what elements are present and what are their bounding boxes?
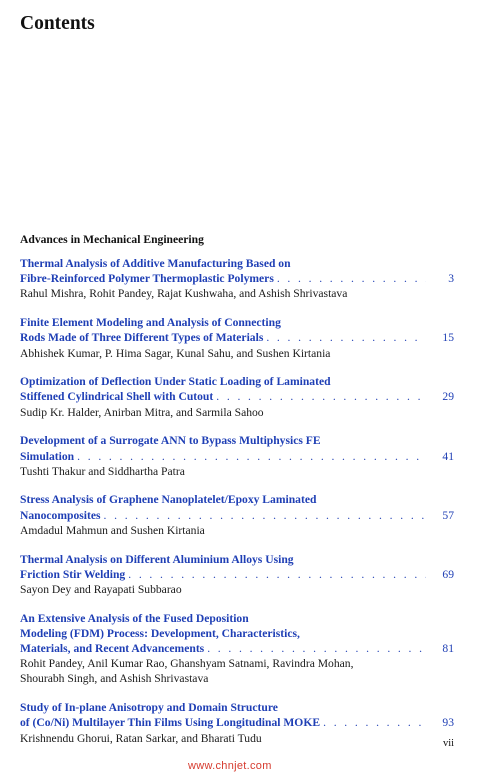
toc-entry-authors <box>20 731 454 746</box>
toc-entry-title-text: Simulation <box>20 449 75 463</box>
toc-entry <box>20 611 454 687</box>
toc-entry <box>20 552 454 598</box>
toc-entry-title-line <box>20 508 454 523</box>
toc-entry-title-line <box>20 492 454 507</box>
toc-entry-title-link[interactable] <box>20 700 454 730</box>
toc-entry-title-line <box>20 330 454 345</box>
toc-entry-author-line: Rohit Pandey, Anil Kumar Rao, Ghanshyam Satnami, Ravindra Mohan, <box>20 657 354 671</box>
toc-entry-title-line <box>20 315 454 330</box>
toc-entry-title-text: Thermal Analysis of Additive Manufacturing Based on <box>20 257 291 270</box>
toc-entry-author-line: Amdadul Mahmun and Sushen Kirtania <box>20 523 205 537</box>
dot-leader <box>320 715 426 730</box>
toc-entry-title-text: Friction Stir Welding <box>20 567 126 581</box>
toc-entry-title-line <box>20 433 454 448</box>
page-number: vii <box>443 738 455 749</box>
toc-list <box>20 256 454 759</box>
toc-entry-title-link[interactable] <box>20 492 454 522</box>
toc-entry-title-text: of (Co/Ni) Multilayer Thin Films Using Longitudinal MOKE <box>20 716 321 730</box>
toc-entry-page-number[interactable]: 69 <box>442 567 454 581</box>
toc-entry-title-link[interactable] <box>20 256 454 286</box>
toc-entry-title-line <box>20 389 454 404</box>
toc-entry-title-text: Study of In-plane Anisotropy and Domain Structure <box>20 701 278 715</box>
toc-entry-authors <box>20 582 454 597</box>
toc-entry-page-number[interactable]: 3 <box>448 272 454 286</box>
toc-entry <box>20 315 454 361</box>
dot-leader <box>274 271 426 286</box>
toc-entry-title-text: Finite Element Modeling and Analysis of Connecting <box>20 316 281 330</box>
toc-entry <box>20 492 454 538</box>
toc-entry-authors <box>20 464 454 479</box>
toc-entry-title-line <box>20 449 454 464</box>
toc-entry-title-line <box>20 715 454 730</box>
toc-entry <box>20 700 454 746</box>
toc-entry-page-number[interactable]: 93 <box>442 716 454 730</box>
toc-entry-author-line: Krishnendu Ghorui, Ratan Sarkar, and Bharati Tudu <box>20 731 262 745</box>
toc-entry-author-line: Shourabh Singh, and Ashish Shrivastava <box>20 672 209 686</box>
toc-entry-title-line <box>20 552 454 567</box>
toc-entry-authors <box>20 405 454 420</box>
toc-entry-title-line <box>20 641 454 656</box>
toc-entry-page-number[interactable]: 29 <box>442 390 454 404</box>
dot-leader <box>204 641 426 656</box>
toc-entry-author-line: Sudip Kr. Halder, Anirban Mitra, and Sarmila Sahoo <box>20 405 264 419</box>
toc-entry-title-link[interactable] <box>20 433 454 463</box>
toc-entry-authors <box>20 286 454 301</box>
toc-entry-title-text: Stiffened Cylindrical Shell with Cutout <box>20 390 214 404</box>
toc-entry <box>20 256 454 302</box>
toc-entry-page-number[interactable]: 41 <box>442 449 454 463</box>
toc-entry-page-number[interactable]: 57 <box>442 508 454 522</box>
page-title: Contents <box>20 13 95 34</box>
watermark: www.chnjet.com <box>188 760 272 772</box>
toc-entry-title-line <box>20 626 454 641</box>
toc-entry-title-line <box>20 374 454 389</box>
toc-entry-title-link[interactable] <box>20 552 454 582</box>
toc-entry-title-line <box>20 256 454 271</box>
toc-entry-title-link[interactable] <box>20 374 454 404</box>
toc-entry-page-number[interactable]: 15 <box>442 331 454 345</box>
toc-entry-title-line <box>20 567 454 582</box>
toc-entry-authors <box>20 656 454 686</box>
toc-entry-title-text: An Extensive Analysis of the Fused Deposition <box>20 611 249 625</box>
dot-leader <box>101 508 426 523</box>
toc-entry <box>20 433 454 479</box>
toc-entry-page-number[interactable]: 81 <box>442 642 454 656</box>
dot-leader <box>125 567 426 582</box>
toc-entry-title-line <box>20 700 454 715</box>
toc-entry-author-line: Sayon Dey and Rayapati Subbarao <box>20 582 182 596</box>
toc-entry-title-text: Modeling (FDM) Process: Development, Characteristics, <box>20 626 300 640</box>
toc-entry-title-link[interactable] <box>20 611 454 657</box>
toc-entry-title-text: Optimization of Deflection Under Static Loading of Laminated <box>20 375 331 389</box>
part-title: Advances in Mechanical Engineering <box>20 233 204 246</box>
toc-entry-title-line <box>20 611 454 626</box>
toc-entry-author-line: Rahul Mishra, Rohit Pandey, Rajat Kushwaha, and Ashish Shrivastava <box>20 287 348 301</box>
toc-entry-author-line: Tushti Thakur and Siddhartha Patra <box>20 464 185 478</box>
toc-entry-title-text: Nanocomposites <box>20 508 101 522</box>
toc-entry-title-link[interactable] <box>20 315 454 345</box>
dot-leader <box>213 389 426 404</box>
toc-entry-title-text: Stress Analysis of Graphene Nanoplatelet/Epoxy Laminated <box>20 493 317 507</box>
toc-entry-title-text: Rods Made of Three Different Types of Materials <box>20 331 264 345</box>
toc-entry <box>20 374 454 420</box>
toc-entry-title-line <box>20 271 454 286</box>
toc-entry-title-text: Fibre-Reinforced Polymer Thermoplastic Polymers <box>20 272 274 286</box>
toc-entry-title-text: Materials, and Recent Advancements <box>20 642 205 656</box>
dot-leader <box>263 330 426 345</box>
toc-entry-title-text: Thermal Analysis on Different Aluminium Alloys Using <box>20 552 294 566</box>
toc-entry-authors <box>20 346 454 361</box>
toc-entry-title-text: Development of a Surrogate ANN to Bypass Multiphysics FE <box>20 434 321 448</box>
toc-entry-authors <box>20 523 454 538</box>
dot-leader <box>74 449 426 464</box>
toc-entry-author-line: Abhishek Kumar, P. Hima Sagar, Kunal Sahu, and Sushen Kirtania <box>20 346 331 360</box>
